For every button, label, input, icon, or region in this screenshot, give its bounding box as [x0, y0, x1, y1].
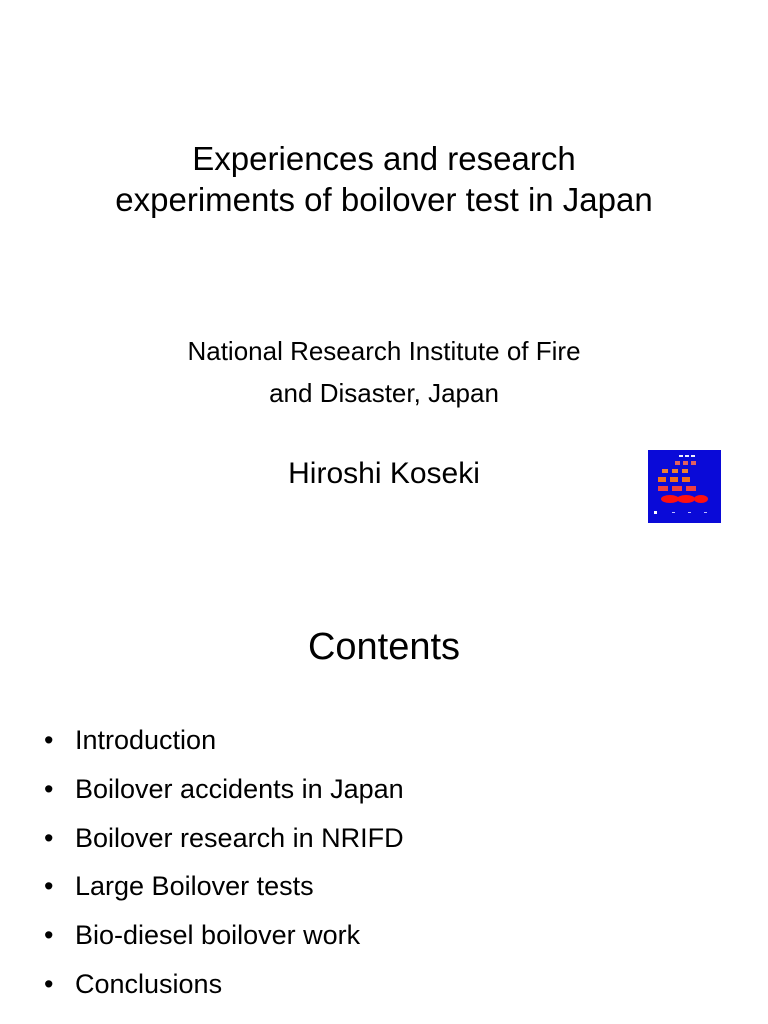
bullet-icon: • — [44, 920, 54, 951]
list-item-label: Large Boilover tests — [75, 871, 314, 902]
contents-heading: Contents — [307, 626, 461, 668]
list-item — [44, 765, 404, 814]
bullet-icon: • — [44, 968, 54, 999]
list-item — [44, 814, 404, 863]
list-item-label: Boilover accidents in Japan — [75, 773, 404, 804]
list-item — [44, 911, 404, 960]
subtitle-line: and Disaster, Japan — [269, 378, 499, 408]
title-line: experiments of boilover test in Japan — [115, 181, 653, 218]
subtitle-line: National Research Institute of Fire — [187, 336, 581, 366]
bullet-icon: • — [44, 822, 54, 853]
bullet-icon: • — [44, 725, 54, 755]
list-item-label: Introduction — [75, 725, 217, 755]
contents-list — [44, 716, 404, 1009]
list-item — [44, 960, 404, 1009]
bullet-icon: • — [44, 773, 54, 804]
list-item — [44, 716, 404, 765]
contents-slide — [0, 576, 768, 1024]
list-item-label: Bio-diesel boilover work — [75, 920, 361, 951]
presentation-title — [0, 138, 768, 220]
list-item-label: Boilover research in NRIFD — [75, 822, 404, 853]
title-line: Experiences and research — [192, 140, 576, 177]
author-name: Hiroshi Koseki — [288, 457, 480, 490]
list-item-label: Conclusions — [75, 968, 223, 999]
nrifd-logo-icon — [648, 450, 721, 523]
institute-name — [0, 330, 768, 414]
bullet-icon: • — [44, 871, 54, 902]
list-item — [44, 862, 404, 911]
